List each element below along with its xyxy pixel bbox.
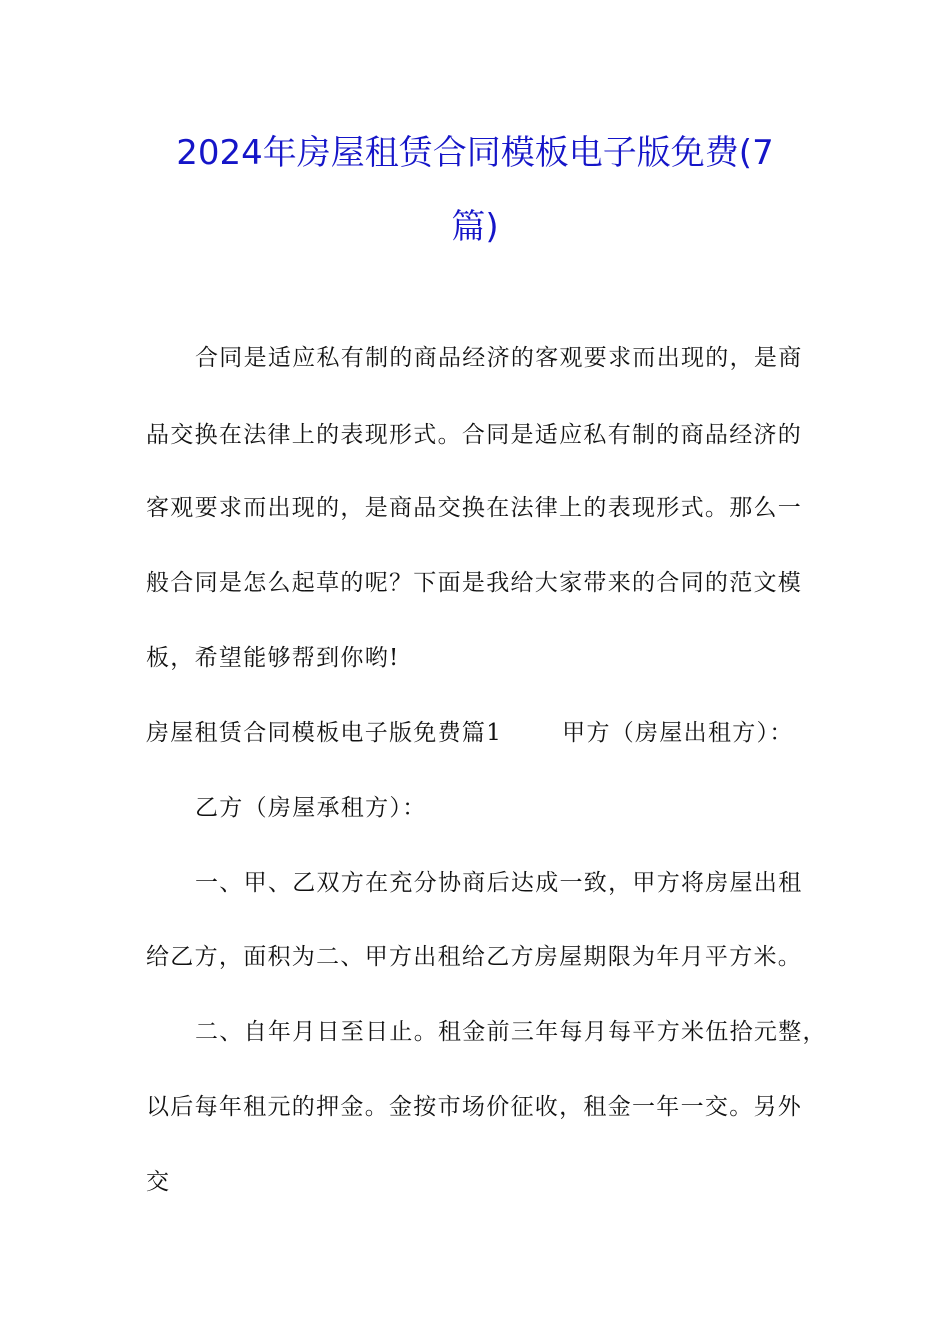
party-a-label: 甲方（房屋出租方）： [562, 720, 794, 746]
document-title-line-1: 2024年房屋租赁合同模板电子版免费(7 [176, 133, 774, 173]
section-heading-row [146, 722, 826, 745]
intro-line-4: 般合同是怎么起草的呢？下面是我给大家带来的合同的范文模 [146, 570, 803, 596]
section-heading: 房屋租赁合同模板电子版免费篇1 [146, 720, 503, 746]
document-title-line-2: 篇) [451, 207, 499, 247]
party-b-label: 乙方（房屋承租方）： [195, 795, 427, 821]
intro-line-2: 品交换在法律上的表现形式。合同是适应私有制的商品经济的 [146, 422, 803, 448]
intro-line-5: 板，希望能够帮到你哟! [146, 645, 400, 671]
clause-2-line-1: 二、自年月日至日止。租金前三年每月每平方米伍拾元整， [195, 1019, 827, 1045]
clause-2-line-3: 交 [146, 1169, 171, 1195]
clause-1-line-1: 一、甲、乙双方在充分协商后达成一致，甲方将房屋出租 [195, 870, 803, 896]
clause-1-line-2: 给乙方，面积为二、甲方出租给乙方房屋期限为年月平方米。 [146, 944, 803, 970]
clause-2-line-2: 以后每年租元的押金。金按市场价征收，租金一年一交。另外 [146, 1094, 803, 1120]
intro-line-1: 合同是适应私有制的商品经济的客观要求而出现的，是商 [195, 345, 803, 371]
intro-line-3: 客观要求而出现的，是商品交换在法律上的表现形式。那么一 [146, 495, 803, 521]
